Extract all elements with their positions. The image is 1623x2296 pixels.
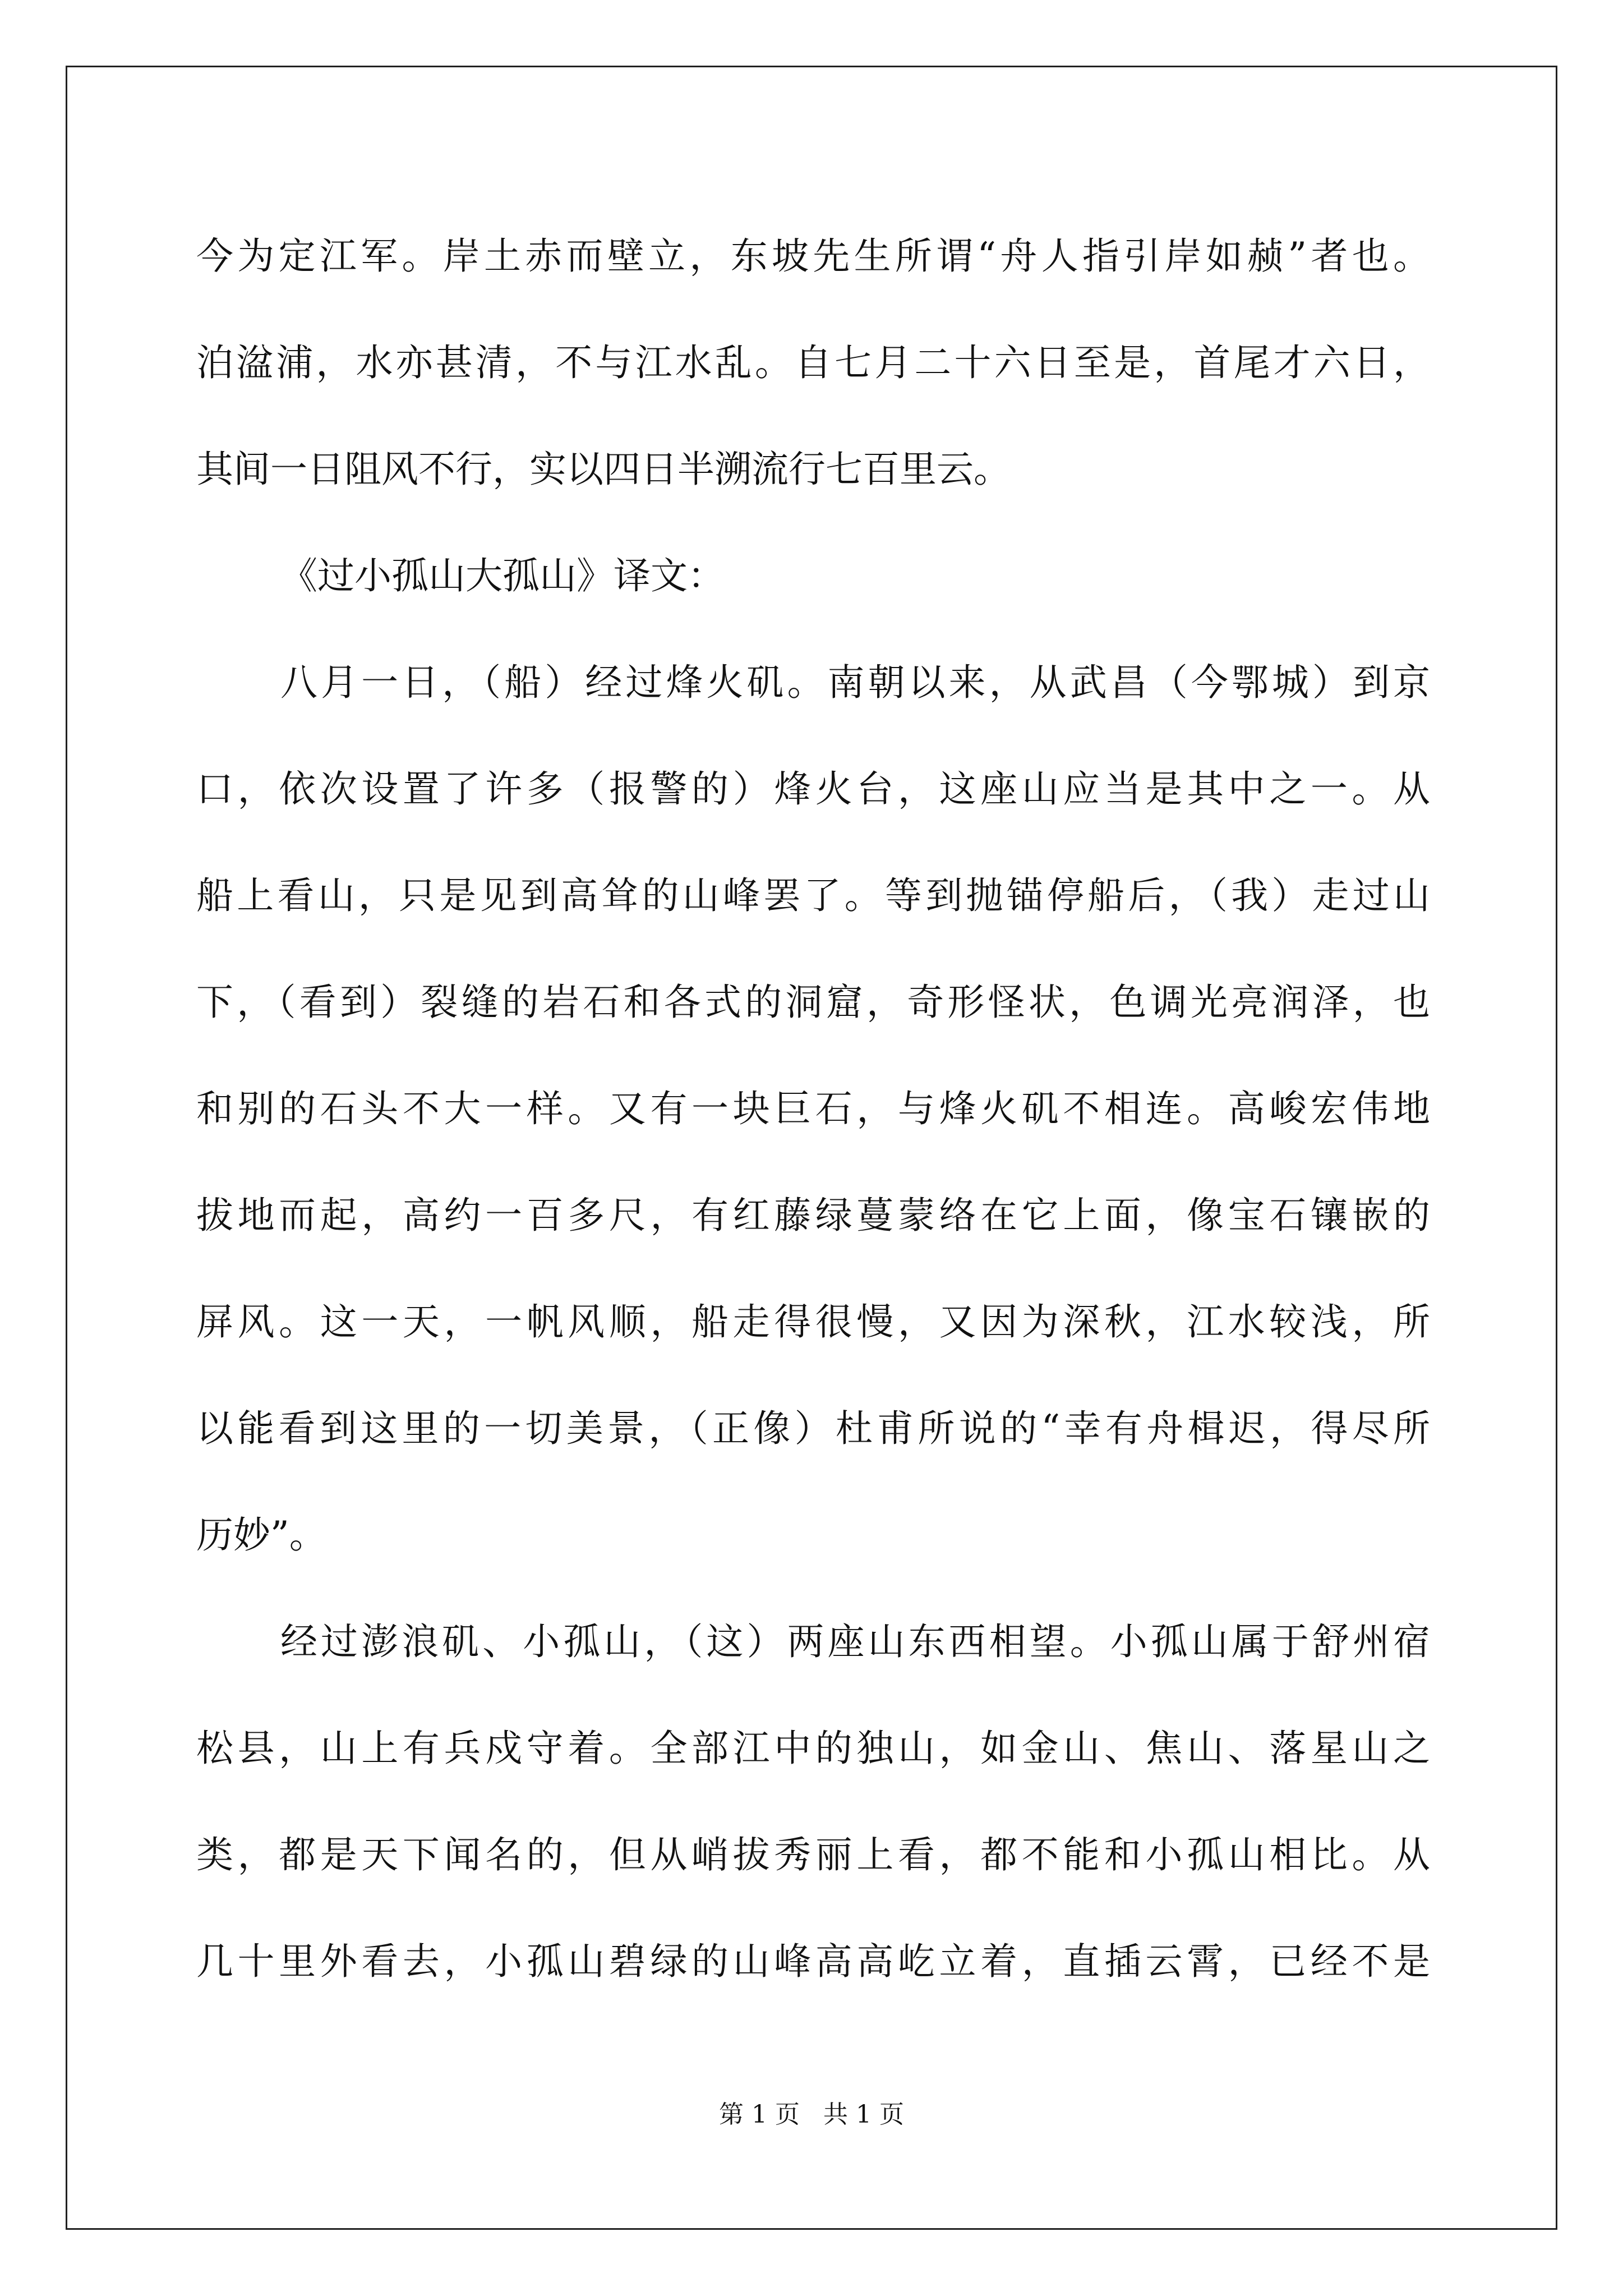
text-line: 拔地而起，高约一百多尺，有红藤绿蔓蒙络在它上面，像宝石镶嵌的: [196, 1194, 1430, 1237]
text-line: 口，依次设置了许多（报警的）烽火台，这座山应当是其中之一。从: [196, 767, 1430, 811]
text-line: 和别的石头不大一样。又有一块巨石，与烽火矶不相连。高峻宏伟地: [196, 1087, 1430, 1130]
text-line: 经过澎浪矶、小孤山，（这）两座山东西相望。小孤山属于舒州宿: [280, 1620, 1430, 1663]
text-line: 类，都是天下闻名的，但从峭拔秀丽上看，都不能和小孤山相比。从: [196, 1833, 1430, 1876]
text-line: 松县，山上有兵戍守着。全部江中的独山，如金山、焦山、落星山之: [196, 1727, 1430, 1770]
section-heading: 《过小孤山大孤山》译文：: [280, 554, 725, 597]
text-line: 今为定江军。岸土赤而壁立，东坡先生所谓“舟人指引岸如赪”者也。: [196, 234, 1430, 278]
text-line: 以能看到这里的一切美景，（正像）杜甫所说的“幸有舟楫迟，得尽所: [196, 1407, 1430, 1450]
text-line: 船上看山，只是见到高耸的山峰罢了。等到抛锚停船后，（我）走过山: [196, 874, 1430, 917]
document-body: [196, 203, 1430, 2015]
text-line: 八月一日，（船）经过烽火矶。南朝以来，从武昌（今鄂城）到京: [280, 661, 1430, 704]
text-line: 泊湓浦，水亦甚清，不与江水乱。自七月二十六日至是，首尾才六日，: [196, 341, 1430, 384]
text-line: 历妙”。: [196, 1513, 326, 1557]
text-line: 下，（看到）裂缝的岩石和各式的洞窟，奇形怪状，色调光亮润泽，也: [196, 981, 1430, 1024]
text-line: 屏风。这一天，一帆风顺，船走得很慢，又因为深秋，江水较浅，所: [196, 1300, 1430, 1343]
text-line: 其间一日阻风不行，实以四日半溯流行七百里云。: [196, 448, 1011, 491]
page-number: 第 1 页 共 1 页: [719, 2100, 904, 2129]
text-line: 几十里外看去，小孤山碧绿的山峰高高屹立着，直插云霄，已经不是: [196, 1940, 1430, 1983]
